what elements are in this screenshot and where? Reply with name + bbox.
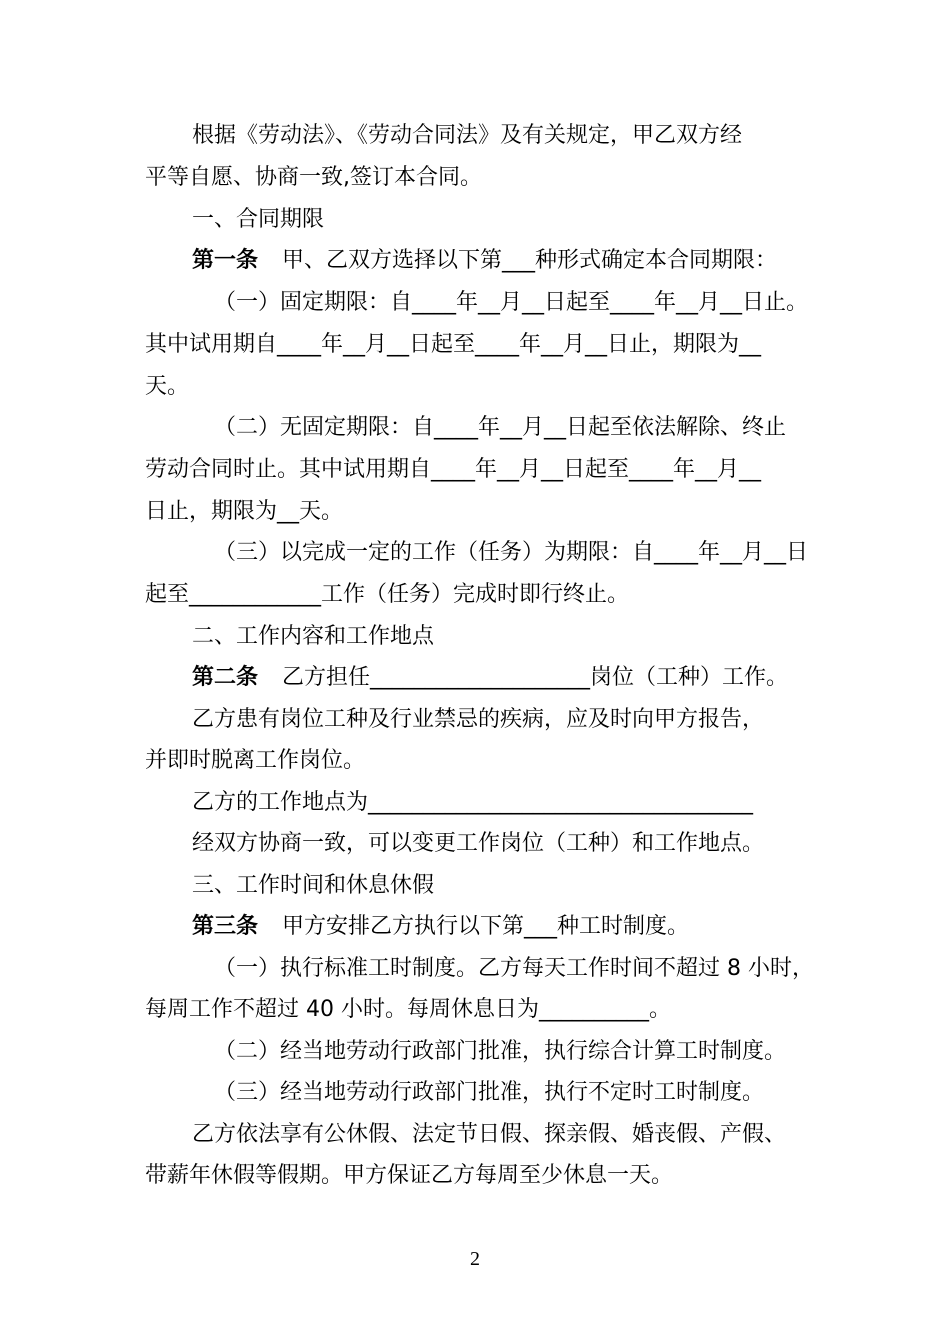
intro-line-1: 根据《劳动法》、《劳动合同法》及有关规定，甲乙双方经 (192, 123, 743, 148)
article-2-line-3: 并即时脱离工作岗位。 (145, 748, 366, 773)
article-2-label: 第二条 (192, 665, 259, 690)
article-1 (192, 246, 777, 276)
article-2-change: 经双方协商一致，可以变更工作岗位（工种）和工作地点。 (192, 831, 765, 856)
article-3-label: 第三条 (192, 914, 259, 939)
form-1-line-3: 天。 (145, 374, 190, 399)
form-2-line-1: （二）无固定期限：自____年__月__日起至依法解除、终止 (214, 415, 787, 440)
article-2 (192, 663, 788, 693)
article-1-text: 甲、乙双方选择以下第___种形式确定本合同期限： (282, 248, 778, 273)
form-2-line-2: 劳动合同时止。其中试用期自____年__月__日起至____年__月__ (145, 457, 762, 482)
hours-1-line-2: 每周工作不超过 40 小时。每周休息日为__________。 (145, 997, 671, 1022)
intro-line-2: 平等自愿、协商一致,签订本合同。 (145, 165, 482, 190)
form-1-line-2: 其中试用期自____年__月__日起至____年__月__日止，期限为__ (145, 332, 762, 357)
section-heading-1: 一、合同期限 (192, 207, 325, 232)
hours-2: （二）经当地劳动行政部门批准，执行综合计算工时制度。 (214, 1039, 787, 1064)
article-3-text: 甲方安排乙方执行以下第___种工时制度。 (282, 914, 690, 939)
form-3-line-1: （三）以完成一定的工作（任务）为期限：自____年__月__日 (214, 540, 809, 565)
section-heading-2: 二、工作内容和工作地点 (192, 624, 435, 649)
hours-3: （三）经当地劳动行政部门批准，执行不定时工时制度。 (214, 1080, 765, 1105)
form-3-line-2: 起至____________工作（任务）完成时即行终止。 (145, 582, 630, 607)
form-2-line-3: 日止，期限为__天。 (145, 499, 344, 524)
hours-1-line-1: （一）执行标准工时制度。乙方每天工作时间不超过 8 小时， (214, 956, 814, 981)
article-3 (192, 912, 689, 942)
vacation-line-2: 带薪年休假等假期。甲方保证乙方每周至少休息一天。 (145, 1163, 674, 1188)
section-heading-3: 三、工作时间和休息休假 (192, 873, 435, 898)
article-2-text: 乙方担任____________________岗位（工种）工作。 (282, 665, 789, 690)
vacation-line-1: 乙方依法享有公休假、法定节日假、探亲假、婚丧假、产假、 (192, 1122, 787, 1147)
article-1-label: 第一条 (192, 248, 259, 273)
article-2-workplace: 乙方的工作地点为___________________________________ (192, 790, 754, 815)
article-2-line-2: 乙方患有岗位工种及行业禁忌的疾病，应及时向甲方报告， (192, 707, 765, 732)
form-1-line-1: （一）固定期限：自____年__月__日起至____年__月__日止。 (214, 290, 809, 315)
page-number: 2 (470, 1248, 480, 1270)
